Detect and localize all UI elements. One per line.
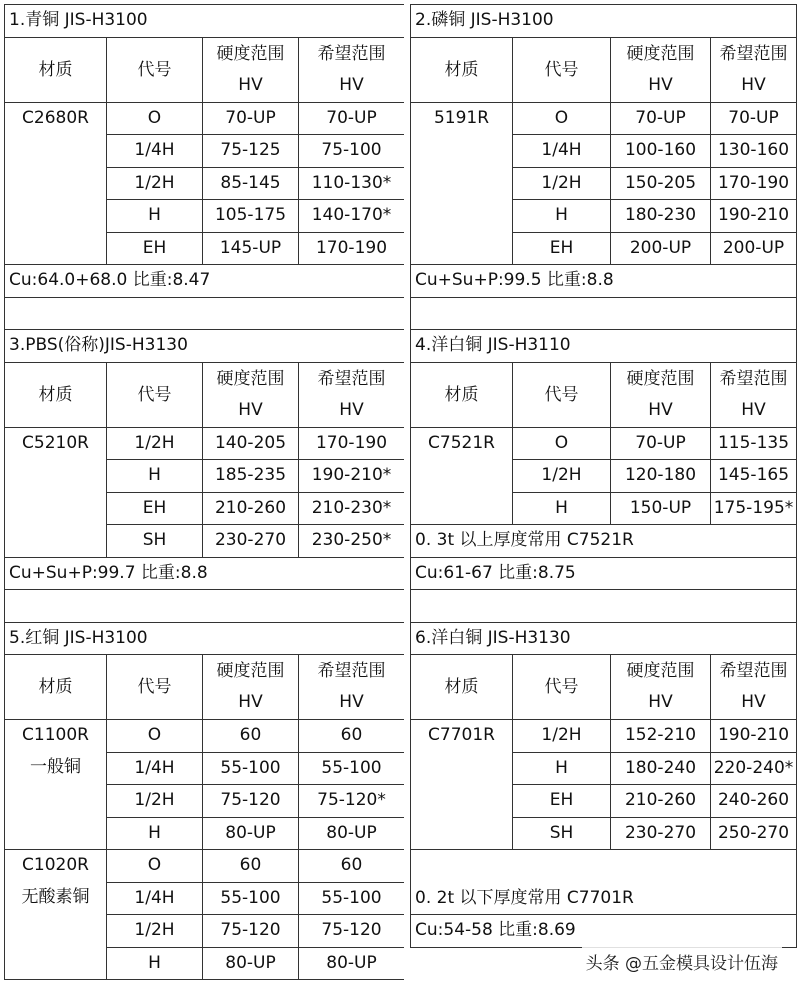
code-cell: H: [107, 200, 203, 233]
code-cell: EH: [513, 232, 611, 265]
section-title: 6.洋白铜 JIS-H3130: [411, 622, 797, 655]
header-material: 材质: [5, 37, 107, 102]
header-desired: 希望范围 HV: [711, 655, 797, 720]
desired-cell: 190-210*: [299, 460, 405, 493]
code-cell: 1/2H: [107, 167, 203, 200]
desired-cell: 140-170*: [299, 200, 405, 233]
header-hardness: 硬度范围 HV: [203, 655, 299, 720]
section-title: 1.青铜 JIS-H3100: [5, 5, 405, 38]
hardness-cell: 230-270: [203, 525, 299, 558]
hardness-cell: 120-180: [611, 460, 711, 493]
hardness-cell: 180-240: [611, 752, 711, 785]
desired-cell: 170-190: [299, 232, 405, 265]
desired-cell: 75-100: [299, 135, 405, 168]
header-hardness: 硬度范围 HV: [611, 37, 711, 102]
code-cell: SH: [107, 525, 203, 558]
hardness-cell: 210-260: [203, 492, 299, 525]
composition-note: Cu:61-67 比重:8.75: [411, 557, 797, 590]
desired-cell: 170-190: [299, 427, 405, 460]
hardness-cell: 70-UP: [203, 102, 299, 135]
code-cell: O: [513, 427, 611, 460]
desired-cell: 220-240*: [711, 752, 797, 785]
desired-cell: 80-UP: [299, 947, 405, 980]
code-cell: 1/2H: [107, 915, 203, 948]
hardness-cell: 55-100: [203, 882, 299, 915]
material-cell: 5191R: [411, 102, 513, 265]
composition-note: Cu+Su+P:99.5 比重:8.8: [411, 265, 797, 298]
header-desired: 希望范围 HV: [711, 37, 797, 102]
spacer-row: [411, 297, 797, 330]
header-desired: 希望范围 HV: [299, 655, 405, 720]
hardness-cell: 60: [203, 850, 299, 883]
desired-cell: 170-190: [711, 167, 797, 200]
desired-cell: 80-UP: [299, 817, 405, 850]
desired-cell: 190-210: [711, 200, 797, 233]
desired-cell: 60: [299, 850, 405, 883]
desired-cell: 130-160: [711, 135, 797, 168]
hardness-cell: 55-100: [203, 752, 299, 785]
desired-cell: 70-UP: [711, 102, 797, 135]
desired-cell: 75-120*: [299, 785, 405, 818]
hardness-cell: 60: [203, 720, 299, 753]
composition-note: Cu+Su+P:99.7 比重:8.8: [5, 557, 405, 590]
code-cell: H: [513, 492, 611, 525]
watermark: 头条 @五金模具设计伍海: [582, 947, 782, 976]
header-code: 代号: [107, 37, 203, 102]
code-cell: O: [107, 720, 203, 753]
header-material: 材质: [411, 37, 513, 102]
left-column: [4, 4, 404, 980]
material-cell: C7701R: [411, 720, 513, 850]
table-bronze: [4, 4, 405, 980]
header-code: 代号: [513, 37, 611, 102]
hardness-cell: 70-UP: [611, 427, 711, 460]
desired-cell: 210-230*: [299, 492, 405, 525]
desired-cell: 115-135: [711, 427, 797, 460]
material-cell: C1020R 无酸素铜: [5, 850, 107, 980]
code-cell: 1/2H: [513, 460, 611, 493]
usage-note: 0. 2t 以下厚度常用 C7701R: [411, 850, 797, 915]
material-cell: C7521R: [411, 427, 513, 525]
header-hardness: 硬度范围 HV: [203, 37, 299, 102]
code-cell: O: [107, 102, 203, 135]
hardness-cell: 105-175: [203, 200, 299, 233]
header-hardness: 硬度范围 HV: [203, 362, 299, 427]
header-material: 材质: [411, 362, 513, 427]
code-cell: H: [107, 460, 203, 493]
desired-cell: 190-210: [711, 720, 797, 753]
hardness-cell: 80-UP: [203, 947, 299, 980]
header-desired: 希望范围 HV: [711, 362, 797, 427]
header-hardness: 硬度范围 HV: [611, 655, 711, 720]
code-cell: 1/4H: [513, 135, 611, 168]
header-material: 材质: [5, 362, 107, 427]
code-cell: O: [107, 850, 203, 883]
spacer-row: [5, 297, 405, 330]
material-cell: C1100R 一般铜: [5, 720, 107, 850]
hardness-cell: 85-145: [203, 167, 299, 200]
hardness-cell: 70-UP: [611, 102, 711, 135]
desired-cell: 250-270: [711, 817, 797, 850]
hardness-cell: 140-205: [203, 427, 299, 460]
code-cell: 1/4H: [107, 752, 203, 785]
header-code: 代号: [107, 362, 203, 427]
hardness-cell: 100-160: [611, 135, 711, 168]
code-cell: H: [107, 817, 203, 850]
header-desired: 希望范围 HV: [299, 37, 405, 102]
desired-cell: 75-120: [299, 915, 405, 948]
desired-cell: 200-UP: [711, 232, 797, 265]
section-title: 4.洋白铜 JIS-H3110: [411, 330, 797, 363]
header-code: 代号: [513, 362, 611, 427]
hardness-cell: 200-UP: [611, 232, 711, 265]
desired-cell: 145-165: [711, 460, 797, 493]
code-cell: H: [107, 947, 203, 980]
spacer-row: [5, 590, 405, 623]
header-code: 代号: [107, 655, 203, 720]
header-material: 材质: [5, 655, 107, 720]
spacer-row: [411, 590, 797, 623]
table-phosphor-bronze: [410, 4, 797, 948]
header-desired: 希望范围 HV: [299, 362, 405, 427]
hardness-cell: 75-125: [203, 135, 299, 168]
desired-cell: 110-130*: [299, 167, 405, 200]
desired-cell: 60: [299, 720, 405, 753]
material-cell: C2680R: [5, 102, 107, 265]
code-cell: 1/2H: [107, 785, 203, 818]
code-cell: 1/4H: [107, 882, 203, 915]
hardness-cell: 145-UP: [203, 232, 299, 265]
code-cell: EH: [513, 785, 611, 818]
code-cell: EH: [107, 492, 203, 525]
desired-cell: 55-100: [299, 882, 405, 915]
hardness-cell: 152-210: [611, 720, 711, 753]
hardness-reference-sheet: [4, 4, 796, 982]
code-cell: H: [513, 752, 611, 785]
code-cell: 1/4H: [107, 135, 203, 168]
desired-cell: 230-250*: [299, 525, 405, 558]
code-cell: 1/2H: [107, 427, 203, 460]
desired-cell: 240-260: [711, 785, 797, 818]
header-material: 材质: [411, 655, 513, 720]
header-code: 代号: [513, 655, 611, 720]
material-cell: C5210R: [5, 427, 107, 557]
code-cell: O: [513, 102, 611, 135]
header-hardness: 硬度范围 HV: [611, 362, 711, 427]
hardness-cell: 185-235: [203, 460, 299, 493]
hardness-cell: 75-120: [203, 785, 299, 818]
section-title: 5.红铜 JIS-H3100: [5, 622, 405, 655]
hardness-cell: 210-260: [611, 785, 711, 818]
usage-note: 0. 3t 以上厚度常用 C7521R: [411, 525, 797, 558]
code-cell: SH: [513, 817, 611, 850]
code-cell: EH: [107, 232, 203, 265]
desired-cell: 70-UP: [299, 102, 405, 135]
composition-note: Cu:64.0+68.0 比重:8.47: [5, 265, 405, 298]
hardness-cell: 75-120: [203, 915, 299, 948]
hardness-cell: 150-205: [611, 167, 711, 200]
code-cell: 1/2H: [513, 167, 611, 200]
code-cell: H: [513, 200, 611, 233]
hardness-cell: 80-UP: [203, 817, 299, 850]
right-column: [410, 4, 796, 948]
hardness-cell: 230-270: [611, 817, 711, 850]
section-title: 2.磷铜 JIS-H3100: [411, 5, 797, 38]
hardness-cell: 180-230: [611, 200, 711, 233]
desired-cell: 175-195*: [711, 492, 797, 525]
composition-note: Cu:54-58 比重:8.69: [411, 915, 797, 948]
code-cell: 1/2H: [513, 720, 611, 753]
section-title: 3.PBS(俗称)JIS-H3130: [5, 330, 405, 363]
desired-cell: 55-100: [299, 752, 405, 785]
hardness-cell: 150-UP: [611, 492, 711, 525]
